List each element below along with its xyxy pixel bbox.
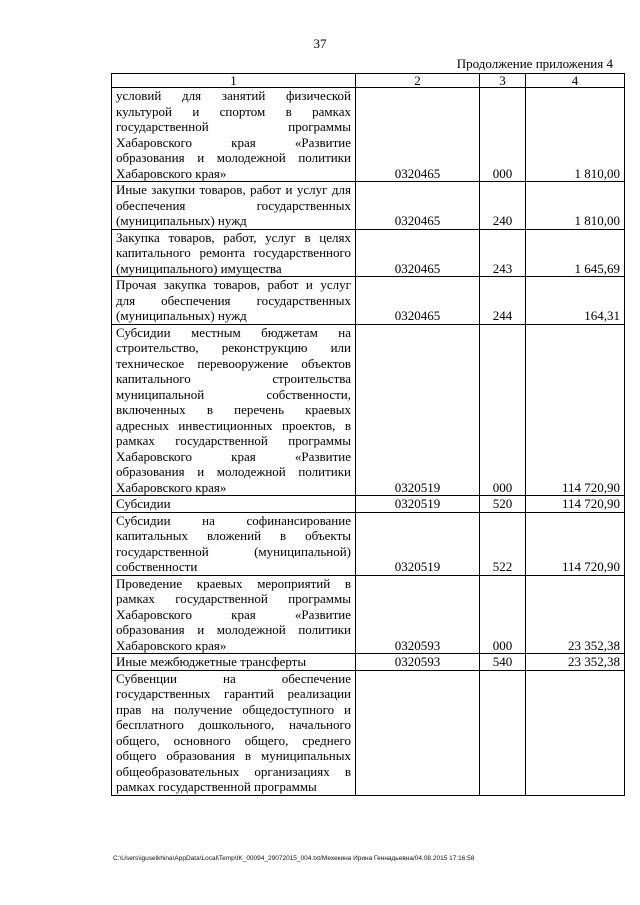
column-header-1: 1 — [112, 74, 356, 88]
row-expense-type: 540 — [480, 654, 526, 671]
page-number: 37 — [313, 36, 327, 51]
row-code: 0320519 — [356, 496, 480, 513]
row-description: Субвенции на обеспечение государственных гарантий реализации прав на получение общедоступного и бесплатного дошкольного, начального общего, основного общего, среднего общего образования в муниципальных общеобразовательных организациях в рамках государственной программы — [112, 670, 356, 795]
row-description: Субсидии на софинансирование капитальных вложений в объекты государственной (муниципальной) собственности — [112, 512, 356, 575]
footer-file-path: C:\Users\iguselkhina\AppData\Local\Temp\IK_00094_29072015_004.txt/Мехекина Ирина Геннадьевна/04.08.2015 17:16:58 — [113, 855, 475, 862]
row-expense-type: 000 — [480, 88, 526, 182]
row-description: Иные межбюджетные трансферты — [112, 654, 356, 671]
row-amount: 23 352,38 — [526, 654, 625, 671]
row-description: Проведение краевых мероприятий в рамках государственной программы Хабаровского края «Развитие образования и молодежной политики Хабаровского края» — [112, 575, 356, 654]
row-expense-type: 000 — [480, 324, 526, 496]
row-amount: 164,31 — [526, 277, 625, 325]
row-expense-type: 243 — [480, 229, 526, 277]
row-amount: 1 810,00 — [526, 182, 625, 230]
row-expense-type: 244 — [480, 277, 526, 325]
row-code: 0320465 — [356, 88, 480, 182]
row-description: Субсидии местным бюджетам на строительство, реконструкцию или техническое перевооружение объектов капитального строительства муниципальной собственности, включенных в перечень краевых адресных инвестиционных проектов, в рамках государственной программы Хабаровского края «Развитие образования и молодежной политики Хабаровского края» — [112, 324, 356, 496]
table-row — [112, 182, 625, 230]
row-code — [356, 670, 480, 795]
row-amount: 1 645,69 — [526, 229, 625, 277]
row-description: Субсидии — [112, 496, 356, 513]
table-body — [112, 88, 625, 796]
column-header-4: 4 — [526, 74, 625, 88]
row-code: 0320465 — [356, 182, 480, 230]
row-code: 0320465 — [356, 277, 480, 325]
table-row — [112, 277, 625, 325]
table-row — [112, 229, 625, 277]
row-code: 0320593 — [356, 575, 480, 654]
row-expense-type — [480, 670, 526, 795]
row-description: условий для занятий физической культурой и спортом в рамках государственной программы Хабаровского края «Развитие образования и молодежной политики Хабаровского края» — [112, 88, 356, 182]
row-expense-type: 520 — [480, 496, 526, 513]
table-row — [112, 88, 625, 182]
table-row — [112, 670, 625, 795]
budget-table — [111, 73, 625, 796]
row-amount: 114 720,90 — [526, 496, 625, 513]
row-amount: 114 720,90 — [526, 512, 625, 575]
row-amount: 1 810,00 — [526, 88, 625, 182]
row-description: Иные закупки товаров, работ и услуг для обеспечения государственных (муниципальных) нужд — [112, 182, 356, 230]
table-row — [112, 575, 625, 654]
table-row — [112, 512, 625, 575]
row-amount — [526, 670, 625, 795]
table-row — [112, 324, 625, 496]
row-code: 0320593 — [356, 654, 480, 671]
continuation-label: Продолжение приложения 4 — [456, 56, 613, 71]
table-header-row — [112, 74, 625, 88]
row-code: 0320519 — [356, 324, 480, 496]
row-expense-type: 522 — [480, 512, 526, 575]
table-row — [112, 654, 625, 671]
column-header-2: 2 — [356, 74, 480, 88]
row-code: 0320519 — [356, 512, 480, 575]
row-code: 0320465 — [356, 229, 480, 277]
row-amount: 114 720,90 — [526, 324, 625, 496]
row-description: Прочая закупка товаров, работ и услуг для обеспечения государственных (муниципальных) нужд — [112, 277, 356, 325]
row-amount: 23 352,38 — [526, 575, 625, 654]
row-expense-type: 240 — [480, 182, 526, 230]
table-row — [112, 496, 625, 513]
column-header-3: 3 — [480, 74, 526, 88]
row-description: Закупка товаров, работ, услуг в целях капитального ремонта государственного (муниципального) имущества — [112, 229, 356, 277]
row-expense-type: 000 — [480, 575, 526, 654]
